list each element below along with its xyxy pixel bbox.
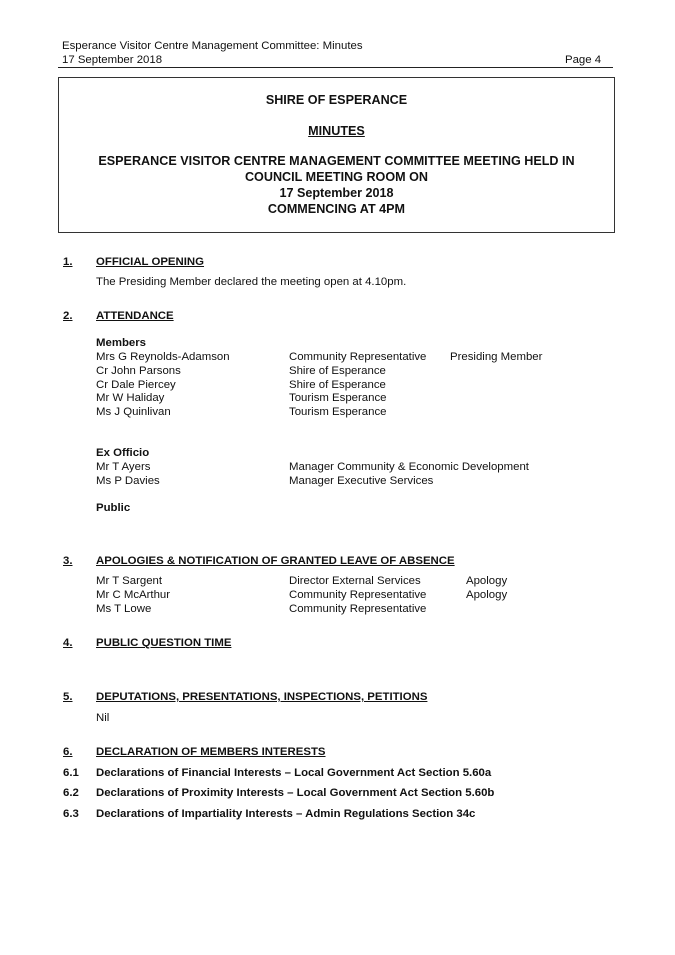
section-4-number: 4.: [63, 637, 73, 649]
member-org: Tourism Esperance: [289, 406, 387, 418]
header-page-number: Page 4: [565, 54, 602, 66]
section-2-title: ATTENDANCE: [96, 310, 174, 322]
member-org: Shire of Esperance: [289, 365, 386, 377]
document-type: MINUTES: [308, 124, 365, 138]
apology-position: Community Representative: [289, 603, 427, 615]
section-1-title: OFFICIAL OPENING: [96, 256, 205, 268]
header-divider: [58, 67, 613, 68]
member-org: Tourism Esperance: [289, 392, 387, 404]
section-5-number: 5.: [63, 691, 73, 703]
ex-officio-role: Manager Community & Economic Development: [289, 461, 529, 473]
subsection-title: Declarations of Proximity Interests – Local Government Act Section 5.60b: [96, 787, 495, 799]
subsection-number: 6.3: [63, 808, 79, 820]
header-doc-title: Esperance Visitor Centre Management Committee: Minutes: [62, 40, 363, 52]
section-4-title: PUBLIC QUESTION TIME: [96, 637, 232, 649]
member-name: Cr Dale Piercey: [96, 379, 176, 391]
ex-officio-role: Manager Executive Services: [289, 475, 434, 487]
member-name: Mr W Haliday: [96, 392, 165, 404]
meeting-date: 17 September 2018: [279, 186, 394, 200]
subsection-number: 6.2: [63, 787, 79, 799]
ex-officio-name: Mr T Ayers: [96, 461, 151, 473]
header-date: 17 September 2018: [62, 54, 163, 66]
commencing-time: COMMENCING AT 4PM: [267, 202, 406, 216]
apology-status: Apology: [466, 575, 508, 587]
meeting-title-line-1: ESPERANCE VISITOR CENTRE MANAGEMENT COMMITTEE MEETING HELD IN: [98, 154, 575, 168]
member-org: Shire of Esperance: [289, 379, 386, 391]
deputations-text: Nil: [96, 712, 110, 724]
member-org: Community Representative: [289, 351, 427, 363]
subsection-title: Declarations of Impartiality Interests – Admin Regulations Section 34c: [96, 808, 476, 820]
apology-name: Mr C McArthur: [96, 589, 171, 601]
public-heading: Public: [96, 502, 131, 514]
section-1-number: 1.: [63, 256, 73, 268]
section-2-number: 2.: [63, 310, 73, 322]
section-6-number: 6.: [63, 746, 73, 758]
members-heading: Members: [96, 337, 147, 349]
meeting-title-line-2: COUNCIL MEETING ROOM ON: [244, 170, 429, 184]
member-name: Ms J Quinlivan: [96, 406, 171, 418]
member-role: Presiding Member: [450, 351, 543, 363]
ex-officio-heading: Ex Officio: [96, 447, 150, 459]
apology-name: Ms T Lowe: [96, 603, 152, 615]
org-name: SHIRE OF ESPERANCE: [265, 93, 408, 107]
subsection-title: Declarations of Financial Interests – Local Government Act Section 5.60a: [96, 767, 492, 779]
section-5-title: DEPUTATIONS, PRESENTATIONS, INSPECTIONS, PETITIONS: [96, 691, 428, 703]
member-name: Mrs G Reynolds-Adamson: [96, 351, 230, 363]
apology-name: Mr T Sargent: [96, 575, 163, 587]
opening-text: The Presiding Member declared the meeting open at 4.10pm.: [96, 276, 407, 288]
apology-position: Community Representative: [289, 589, 427, 601]
section-6-title: DECLARATION OF MEMBERS INTERESTS: [96, 746, 326, 758]
apology-position: Director External Services: [289, 575, 421, 587]
section-3-title: APOLOGIES & NOTIFICATION OF GRANTED LEAVE OF ABSENCE: [96, 555, 455, 567]
subsection-number: 6.1: [63, 767, 79, 779]
member-name: Cr John Parsons: [96, 365, 181, 377]
title-box: [58, 77, 615, 233]
ex-officio-name: Ms P Davies: [96, 475, 160, 487]
section-3-number: 3.: [63, 555, 73, 567]
apology-status: Apology: [466, 589, 508, 601]
